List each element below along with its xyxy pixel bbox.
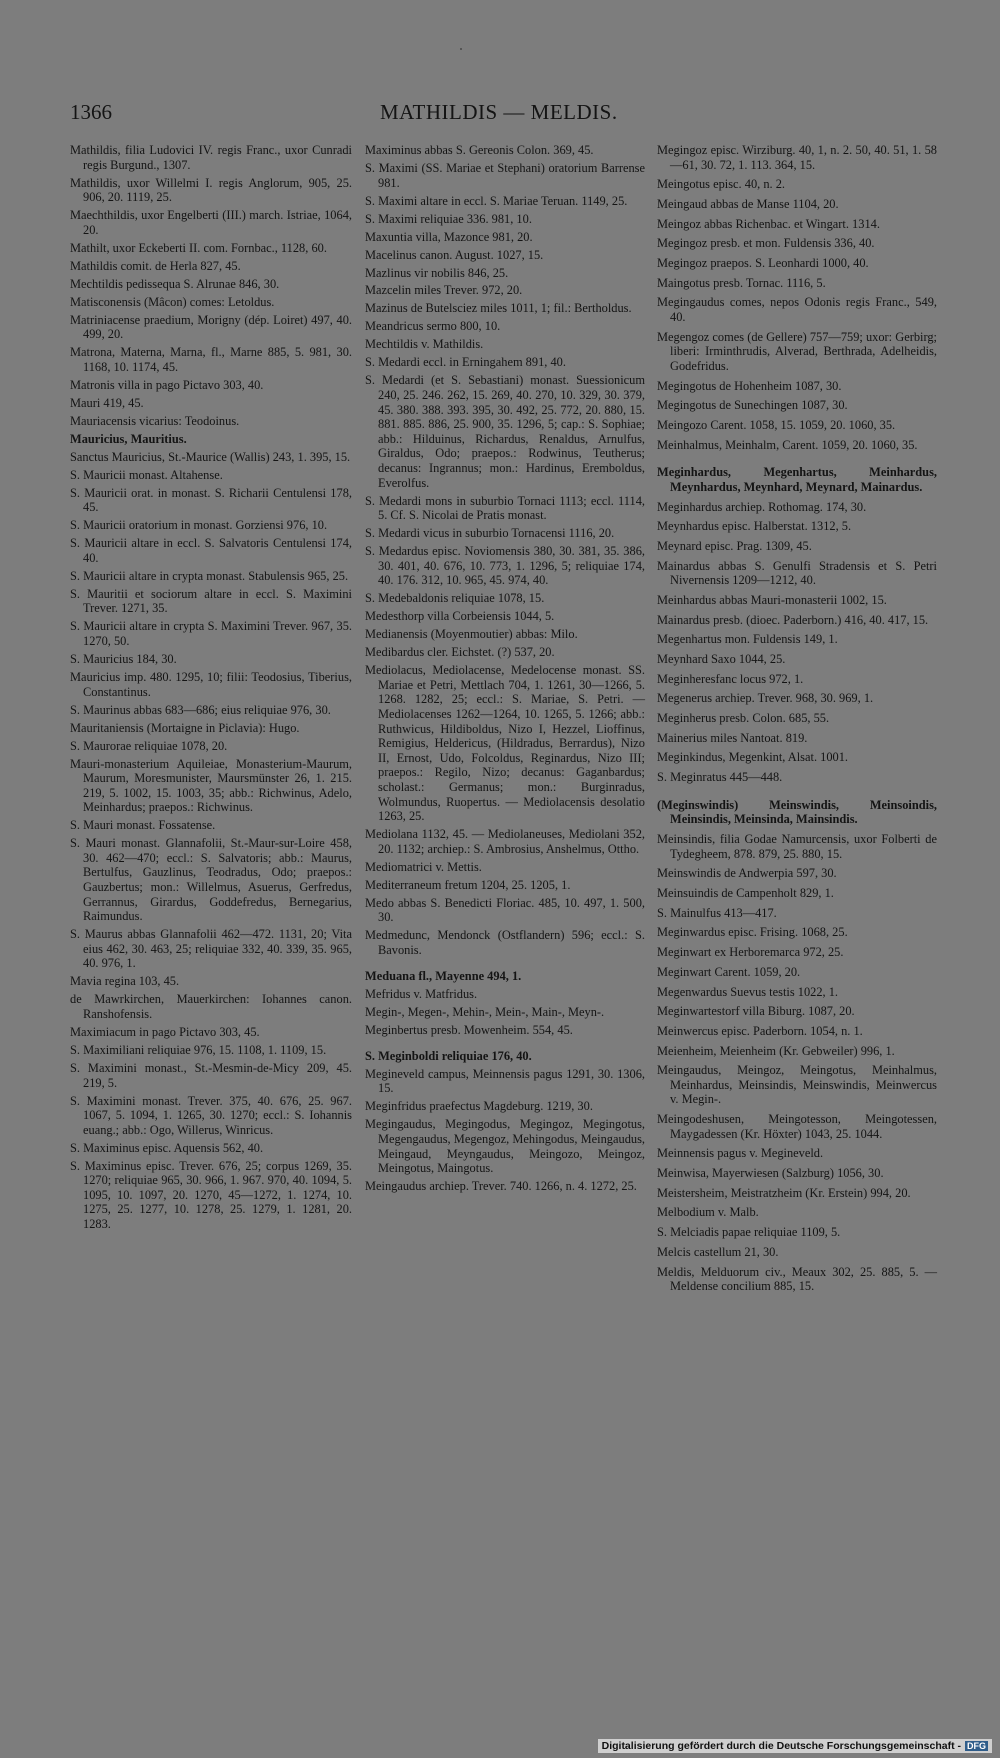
index-entry: Meingodeshusen, Meingotesson, Meingotessen, Maygadessen (Kr. Höxter) 1043, 25. 1044.	[657, 1112, 937, 1141]
index-entry: Meinhardus abbas Mauri-monasterii 1002, 15.	[657, 592, 887, 607]
index-entry: S. Mauri monast. Glannafolii, St.-Maur-sur-Loire 458, 30. 462—470; eccl.: S. Salvatoris; abb.: Maurus, Bertulfus, Gauzlinus, Teodradus, Odo; praepos.: Gauzbertus; mon.: Willelmus, Asuerus, Gerfredus, Gerrannus, Girardus, Goddefredus, Bernegarius, Raimundus.	[70, 836, 352, 924]
index-entry: Mathildis comit. de Herla 827, 45.	[70, 258, 241, 273]
index-entry: S. Maximi reliquiae 336. 981, 10.	[365, 211, 532, 226]
index-entry: Mainardus presb. (dioec. Paderborn.) 416, 40. 417, 15.	[657, 612, 929, 627]
index-entry: Medesthorp villa Corbeiensis 1044, 5.	[365, 609, 555, 624]
index-entry: S. Medardus episc. Noviomensis 380, 30. 381, 35. 386, 30. 401, 40. 676, 10. 773, 1. 1296, 5; reliquiae 174, 40. 176. 312, 10. 965, 45. 974, 40.	[365, 544, 645, 588]
index-entry: S. Maximi (SS. Mariae et Stephani) oratorium Barrense 981.	[365, 160, 645, 190]
index-entry: Meinsuindis de Campenholt 829, 1.	[657, 886, 834, 901]
index-entry: S. Maximini monast. Trever. 375, 40. 676, 25. 967. 1067, 5. 1094, 1. 1265, 30. 1270; eccl.: S. Iohannis euang.; abb.: Ogo, Willerus, Winricus.	[70, 1093, 352, 1137]
index-entry: Medibardus cler. Eichstet. (?) 537, 20.	[365, 645, 555, 660]
index-entry: Mathildis, filia Ludovici IV. regis Franc., uxor Cunradi regis Burgund., 1307.	[70, 143, 352, 172]
index-entry: Meinnensis pagus v. Megineveld.	[657, 1146, 824, 1161]
page-number: 1366	[70, 100, 112, 124]
index-entry: Matronis villa in pago Pictavo 303, 40.	[70, 377, 264, 392]
index-entry: Megengoz comes (de Gellere) 757—759; uxor: Gerbirg; liberi: Irminthrudis, Alverad, Berthrada, Adelheidis, Godefridus.	[657, 329, 937, 373]
section-gap	[657, 790, 937, 798]
index-entry: Megingotus de Sunechingen 1087, 30.	[657, 398, 848, 413]
index-entry: Mauricius, Mauritius.	[70, 431, 187, 446]
index-entry: Mauri 419, 45.	[70, 395, 144, 410]
index-entry: Meynard episc. Prag. 1309, 45.	[657, 538, 812, 553]
index-entry: Meginfridus praefectus Magdeburg. 1219, 30.	[365, 1099, 593, 1114]
index-entry: S. Maximini monast., St.-Mesmin-de-Micy 209, 45. 219, 5.	[70, 1060, 352, 1090]
index-entry: Melcis castellum 21, 30.	[657, 1244, 779, 1259]
index-entry: Matisconensis (Mâcon) comes: Letoldus.	[70, 294, 275, 309]
section-gap	[365, 1041, 645, 1049]
index-entry: Matrona, Materna, Marna, fl., Marne 885, 5. 981, 30. 1168, 10. 1174, 45.	[70, 345, 352, 374]
index-entry: S. Melciadis papae reliquiae 1109, 5.	[657, 1225, 841, 1240]
index-entry: Mainardus abbas S. Genulfi Stradensis et S. Petri Nivernensis 1209—1212, 40.	[657, 558, 937, 588]
index-entry: Meinwisa, Mayerwiesen (Salzburg) 1056, 30.	[657, 1166, 884, 1181]
index-entry: Maechthildis, uxor Engelberti (III.) march. Istriae, 1064, 20.	[70, 208, 352, 237]
index-entry: Maximinus abbas S. Gereonis Colon. 369, 45.	[365, 143, 594, 157]
index-entry: (Meginswindis) Meinswindis, Meinsoindis, Meinsindis, Meinsinda, Mainsindis.	[657, 797, 937, 827]
index-entry: S. Meginboldi reliquiae 176, 40.	[365, 1048, 532, 1063]
index-entry: Meynhardus episc. Halberstat. 1312, 5.	[657, 519, 852, 534]
index-entry: Mediomatrici v. Mettis.	[365, 859, 482, 874]
index-entry: Macelinus canon. August. 1027, 15.	[365, 247, 544, 262]
index-entry: Meginwartestorf villa Biburg. 1087, 20.	[657, 1004, 855, 1019]
index-entry: Meistersheim, Meistratzheim (Kr. Erstein) 994, 20.	[657, 1185, 911, 1200]
index-entry: Megingotus de Hohenheim 1087, 30.	[657, 378, 842, 393]
page-title: MATHILDIS — MELDIS.	[380, 100, 618, 124]
index-entry: Mediolacus, Mediolacense, Medelocense monast. SS. Mariae et Petri, Mettlach 704, 1. 1261, 30—1266, 5. 1268. 1282, 25; eccl.: S. Mariae, S. Petri. — Mediolacenses 1262—1264, 10. 1265, 5. 1266; abb.: Ruthwicus, Hildiboldus, Nizo I, Hezzel, Lioffinus, Remigius, Heldericus, (Hildradus, Berrardus), Nizo II, Ernost, Udo, Folcoldus, Reginardus, Nizo III; praepos.: Regilo, Nizo; decanus: Gaganbardus; scholast.: Germanus; mon.: Burginradus, Wolmundus, Ruopertus. — Mediolacensis desolatio 1263, 25.	[365, 663, 645, 824]
index-column-1	[70, 143, 352, 1235]
index-entry: S. Maximiliani reliquiae 976, 15. 1108, 1. 1109, 15.	[70, 1042, 327, 1057]
index-entry: S. Mauri monast. Fossatense.	[70, 818, 216, 833]
index-entry: S. Mainulfus 413—417.	[657, 905, 777, 920]
index-entry: Mathilt, uxor Eckeberti II. com. Fornbac., 1128, 60.	[70, 240, 327, 255]
index-entry: Meginhardus, Megenhartus, Meinhardus, Meynhardus, Meynhard, Meynard, Mainardus.	[657, 465, 937, 494]
index-entry: Megingoz praepos. S. Leonhardi 1000, 40.	[657, 256, 869, 271]
index-entry: Sanctus Mauricius, St.-Maurice (Wallis) 243, 1. 395, 15.	[70, 449, 351, 464]
index-entry: S. Medardi (et S. Sebastiani) monast. Suessionicum 240, 25. 246. 262, 15. 269, 40. 270, 10. 329, 30. 379, 45. 380. 388. 393. 395, 30. 492, 25. 772, 20. 880, 15. 881. 885. 886, 25. 900, 35. 1296, 5; cap.: S. Sophiae; abb.: Hilduinus, Richardus, Renaldus, Arnulfus, Giraldus, Odo; praepos.: Rodwinus, Teutherus; decanus: Ingrannus; mon.: Hardinus, Eremboldus, Everolfus.	[365, 373, 645, 490]
index-entry: S. Maurorae reliquiae 1078, 20.	[70, 738, 228, 753]
index-entry: Mauriacensis vicarius: Teodoinus.	[70, 413, 240, 428]
index-entry: Meandricus sermo 800, 10.	[365, 319, 501, 334]
index-entry: Megingoz episc. Wirziburg. 40, 1, n. 2. 50, 40. 51, 1. 58—61, 30. 72, 1. 113. 364, 15.	[657, 143, 937, 172]
index-entry: Megin-, Megen-, Mehin-, Mein-, Main-, Meyn-.	[365, 1004, 605, 1019]
index-entry: Mediterraneum fretum 1204, 25. 1205, 1.	[365, 877, 571, 892]
index-entry: S. Mauritii et sociorum altare in eccl. S. Maximini Trever. 1271, 35.	[70, 586, 352, 616]
index-entry: S. Mauricii oratorium in monast. Gorziensi 976, 10.	[70, 518, 328, 533]
index-entry: Medianensis (Moyenmoutier) abbas: Milo.	[365, 627, 578, 642]
index-entry: S. Meginratus 445—448.	[657, 770, 783, 785]
index-entry: Maingotus presb. Tornac. 1116, 5.	[657, 275, 826, 290]
index-entry: Mauricius imp. 480. 1295, 10; filii: Teodosius, Tiberius, Constantinus.	[70, 670, 352, 699]
index-entry: Medmedunc, Mendonck (Ostflandern) 596; eccl.: S. Bavonis.	[365, 928, 645, 957]
index-entry: Meginwart Carent. 1059, 20.	[657, 964, 801, 979]
index-entry: Meginhardus archiep. Rothomag. 174, 30.	[657, 499, 867, 514]
index-entry: Mechtildis pedissequa S. Alrunae 846, 30.	[70, 276, 280, 291]
index-entry: Meingaudus archiep. Trever. 740. 1266, n. 4. 1272, 25.	[365, 1179, 637, 1194]
index-entry: S. Maximinus episc. Aquensis 562, 40.	[70, 1140, 264, 1155]
dfg-logo: DFG	[967, 1741, 986, 1751]
index-entry: S. Maurus abbas Glannafolii 462—472. 1131, 20; Vita eius 462, 30. 463, 25; reliquiae 332, 40. 339, 35. 965, 40. 976, 1.	[70, 927, 352, 971]
index-entry: Megenwardus Suevus testis 1022, 1.	[657, 984, 839, 999]
index-entry: Mainerius miles Nantoat. 819.	[657, 730, 808, 745]
digitization-footer	[598, 1739, 992, 1753]
index-entry: Meinwercus episc. Paderborn. 1054, n. 1.	[657, 1023, 863, 1038]
index-entry: Meginwardus episc. Frising. 1068, 25.	[657, 925, 848, 940]
index-entry: Megingaudus comes, nepos Odonis regis Franc., 549, 40.	[657, 295, 937, 324]
index-entry: Maximiacum in pago Pictavo 303, 45.	[70, 1024, 260, 1039]
index-entry: Mazlinus vir nobilis 846, 25.	[365, 265, 509, 280]
index-entry: de Mawrkirchen, Mauerkirchen: Iohannes canon. Ranshofensis.	[70, 992, 352, 1021]
index-entry: S. Mauricii altare in eccl. S. Salvatoris Centulensi 174, 40.	[70, 536, 352, 565]
index-entry: Meingaud abbas de Manse 1104, 20.	[657, 196, 839, 211]
index-entry: Meienheim, Meienheim (Kr. Gebweiler) 996, 1.	[657, 1043, 895, 1058]
index-entry: Meduana fl., Mayenne 494, 1.	[365, 968, 522, 983]
section-gap	[365, 961, 645, 969]
index-column-3	[657, 143, 937, 1299]
index-entry: S. Maximi altare in eccl. S. Mariae Teruan. 1149, 25.	[365, 193, 628, 208]
index-entry: S. Medebaldonis reliquiae 1078, 15.	[365, 591, 545, 606]
index-entry: S. Medardi eccl. in Erningahem 891, 40.	[365, 355, 566, 370]
index-entry: Meginheresfanc locus 972, 1.	[657, 671, 804, 686]
index-entry: Megenhartus mon. Fuldensis 149, 1.	[657, 632, 838, 647]
index-entry: Meginbertus presb. Mowenheim. 554, 45.	[365, 1022, 573, 1037]
index-entry: Mauritaniensis (Mortaigne in Piclavia): Hugo.	[70, 720, 300, 735]
index-entry: Megingoz presb. et mon. Fuldensis 336, 40.	[657, 236, 875, 251]
index-entry: S. Medardi mons in suburbio Tornaci 1113; eccl. 1114, 5. Cf. S. Nicolai de Pratis monast.	[365, 493, 645, 523]
index-entry: Medo abbas S. Benedicti Floriac. 485, 10. 497, 1. 500, 30.	[365, 895, 645, 925]
index-entry: S. Mauricii altare in crypta S. Maximini Trever. 967, 35. 1270, 50.	[70, 619, 352, 649]
index-entry: Mauri-monasterium Aquileiae, Monasterium-Maurum, Maurum, Moresmunister, Maursmünster 26, 1. 215. 219, 5. 1002, 15. 1003, 35; abb.: Richwinus, Adelo, Meinhardus; praepos.: Richwinus.	[70, 756, 352, 815]
section-gap	[657, 457, 937, 465]
index-entry: S. Mauricii orat. in monast. S. Richarii Centulensi 178, 45.	[70, 485, 352, 515]
index-entry: Meginherus presb. Colon. 685, 55.	[657, 711, 830, 726]
index-entry: Mazcelin miles Trever. 972, 20.	[365, 283, 523, 298]
index-entry: Meinhalmus, Meinhalm, Carent. 1059, 20. 1060, 35.	[657, 437, 918, 452]
index-entry: Meingotus episc. 40, n. 2.	[657, 177, 786, 192]
index-entry: Megineveld campus, Meinnensis pagus 1291, 30. 1306, 15.	[365, 1066, 645, 1096]
index-entry: Mazinus de Butelsciez miles 1011, 1; fil.: Bertholdus.	[365, 301, 632, 316]
index-column-2	[365, 143, 645, 1197]
index-entry: Megingaudus, Megingodus, Megingoz, Megingotus, Megengaudus, Megengoz, Mehingodus, Meingaudus, Meingaud, Meyngaudus, Meingozo, Meingoz, Meingotus, Maingotus.	[365, 1117, 645, 1176]
index-entry: Meynhard Saxo 1044, 25.	[657, 652, 786, 666]
index-entry: Mechtildis v. Mathildis.	[365, 337, 484, 352]
index-entry: Mefridus v. Matfridus.	[365, 986, 478, 1001]
index-entry: Meinswindis de Andwerpia 597, 30.	[657, 866, 837, 881]
index-entry: Mavia regina 103, 45.	[70, 974, 180, 989]
index-entry: Meinsindis, filia Godae Namurcensis, uxor Folberti de Tydegheem, 878. 879, 25. 880, 15.	[657, 832, 937, 861]
index-entry: Meldis, Melduorum civ., Meaux 302, 25. 885, 5. — Meldense concilium 885, 15.	[657, 1264, 937, 1294]
index-entry: S. Mauricii altare in crypta monast. Stabulensis 965, 25.	[70, 568, 349, 583]
index-entry: S. Maximinus episc. Trever. 676, 25; corpus 1269, 35. 1270; reliquiae 965, 30. 966, 1. 967. 970, 40. 1094, 5. 1095, 10. 1097, 20. 1270, 45—1272, 1. 1274, 10. 1275, 25. 1277, 10. 1278, 25. 1279, 1. 1281, 20. 1283.	[70, 1158, 352, 1232]
index-entry: Maxuntia villa, Mazonce 981, 20.	[365, 229, 533, 244]
index-entry: Mathildis, uxor Willelmi I. regis Anglorum, 905, 25. 906, 20. 1119, 25.	[70, 175, 352, 205]
index-entry: Mediolana 1132, 45. — Mediolaneuses, Mediolani 352, 20. 1132; archiep.: S. Ambrosius, Anshelmus, Ottho.	[365, 827, 645, 856]
index-entry: Meingaudus, Meingoz, Meingotus, Meinhalmus, Meinhardus, Meinsindis, Meinswindis, Meinwercus v. Megin-.	[657, 1063, 937, 1107]
index-entry: Megenerus archiep. Trever. 968, 30. 969, 1.	[657, 691, 874, 706]
index-entry: Meingoz abbas Richenbac. et Wingart. 1314.	[657, 216, 880, 231]
index-entry: Meginkindus, Megenkint, Alsat. 1001.	[657, 750, 849, 765]
index-entry: Melbodium v. Malb.	[657, 1205, 759, 1220]
index-entry: S. Maurinus abbas 683—686; eius reliquiae 976, 30.	[70, 702, 331, 717]
index-entry: Matriniacense praedium, Morigny (dép. Loiret) 497, 40. 499, 20.	[70, 312, 352, 342]
index-entry: S. Mauricius 184, 30.	[70, 652, 177, 667]
index-entry: S. Mauricii monast. Altahense.	[70, 467, 223, 482]
index-entry: Meginwart ex Herboremarca 972, 25.	[657, 945, 844, 960]
scan-speck	[460, 48, 462, 50]
index-entry: S. Medardi vicus in suburbio Tornacensi 1116, 20.	[365, 526, 615, 541]
footer-text: Digitalisierung gefördert durch die Deutsche Forschungsgemeinschaft -	[601, 1740, 961, 1752]
index-entry: Meingozo Carent. 1058, 15. 1059, 20. 1060, 35.	[657, 417, 896, 432]
